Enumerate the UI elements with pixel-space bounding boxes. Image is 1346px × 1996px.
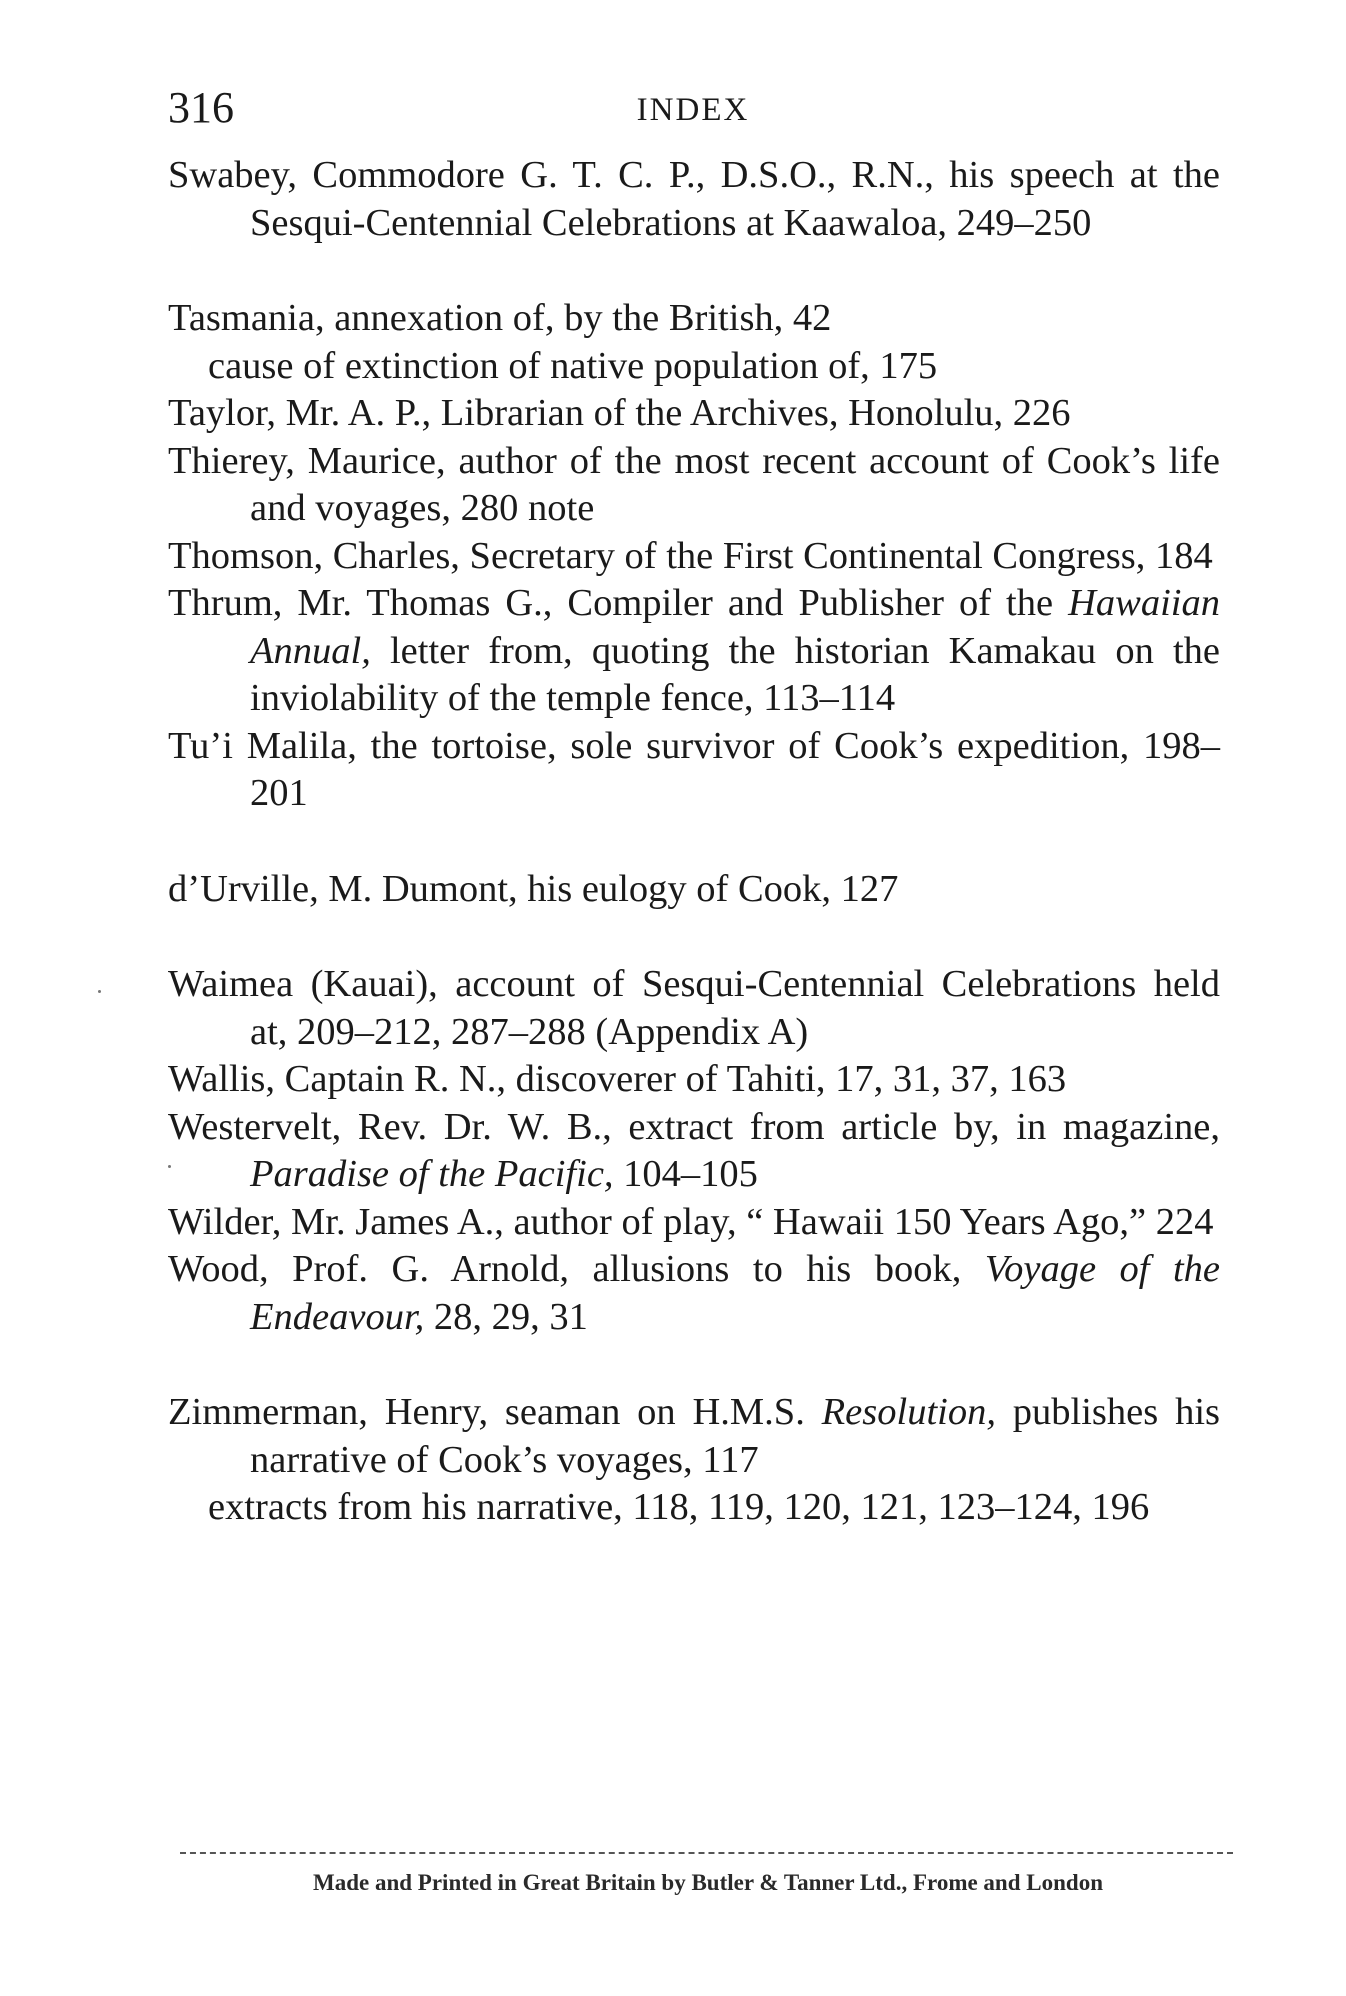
- index-entry-wilder: Wilder, Mr. James A., author of play, “ Hawaii 150 Years Ago,” 224: [168, 1200, 1214, 1243]
- index-entry-zimmerman: Zimmerman, Henry, seaman on H.M.S. Resolution, publishes his narrative of Cook’s voyages, 117: [168, 1391, 1220, 1481]
- index-entry-westervelt: Westervelt, Rev. Dr. W. B., extract from article by, in magazine, Paradise of the Pacific, 104–105: [168, 1105, 1220, 1195]
- letter-group-gap: [168, 1341, 1220, 1389]
- italic-title: Hawaiian Annual,: [250, 582, 1220, 672]
- index-entry-thomson: Thomson, Charles, Secretary of the First Continental Congress, 184: [168, 534, 1213, 577]
- print-speck: [98, 990, 101, 993]
- letter-group-gap: [168, 818, 1220, 866]
- italic-title: Paradise of the Pacific,: [250, 1153, 614, 1195]
- index-entry-swabey: Swabey, Commodore G. T. C. P., D.S.O., R.N., his speech at the Sesqui-Centennial Celebrations at Kaawaloa, 249–250: [168, 154, 1220, 244]
- footer-rule: [180, 1852, 1233, 1854]
- index-entry-taylor: Taylor, Mr. A. P., Librarian of the Archives, Honolulu, 226: [168, 392, 1071, 434]
- printer-colophon: Made and Printed in Great Britain by Butler & Tanner Ltd., Frome and London: [313, 1870, 1103, 1895]
- index-list: [168, 152, 1220, 1532]
- print-speck: [168, 1165, 171, 1168]
- index-entry-thierey: Thierey, Maurice, author of the most recent account of Cook’s life and voyages, 280 note: [168, 439, 1220, 529]
- index-entry-thrum: Thrum, Mr. Thomas G., Compiler and Publisher of the Hawaiian Annual, letter from, quoting the historian Kamakau on the inviolability of the temple fence, 113–114: [168, 582, 1220, 719]
- index-entry-durville: d’Urville, M. Dumont, his eulogy of Cook, 127: [168, 867, 899, 910]
- index-entry-tui-malila: Tu’i Malila, the tortoise, sole survivor of Cook’s expedition, 198–201: [168, 724, 1220, 814]
- running-head: INDEX: [636, 92, 750, 128]
- page-header: [168, 78, 1218, 138]
- index-entry-wood: Wood, Prof. G. Arnold, allusions to his book, Voyage of the Endeavour, 28, 29, 31: [168, 1248, 1220, 1338]
- index-entry-waimea: Waimea (Kauai), account of Sesqui-Centennial Celebrations held at, 209–212, 287–288 (Appendix A): [168, 963, 1220, 1053]
- italic-title: Resolution,: [821, 1391, 996, 1433]
- index-subentry-zimmerman-extracts: extracts from his narrative, 118, 119, 120, 121, 123–124, 196: [208, 1486, 1150, 1528]
- letter-group-gap: [168, 247, 1220, 295]
- index-entry-tasmania: Tasmania, annexation of, by the British, 42: [168, 297, 832, 339]
- letter-group-gap: [168, 913, 1220, 961]
- italic-title: Voyage of the Endeavour,: [250, 1248, 1220, 1338]
- page-number: 316: [168, 83, 234, 132]
- index-subentry-tasmania-extinction: cause of extinction of native population of, 175: [208, 344, 938, 387]
- index-entry-wallis: Wallis, Captain R. N., discoverer of Tahiti, 17, 31, 37, 163: [168, 1058, 1067, 1100]
